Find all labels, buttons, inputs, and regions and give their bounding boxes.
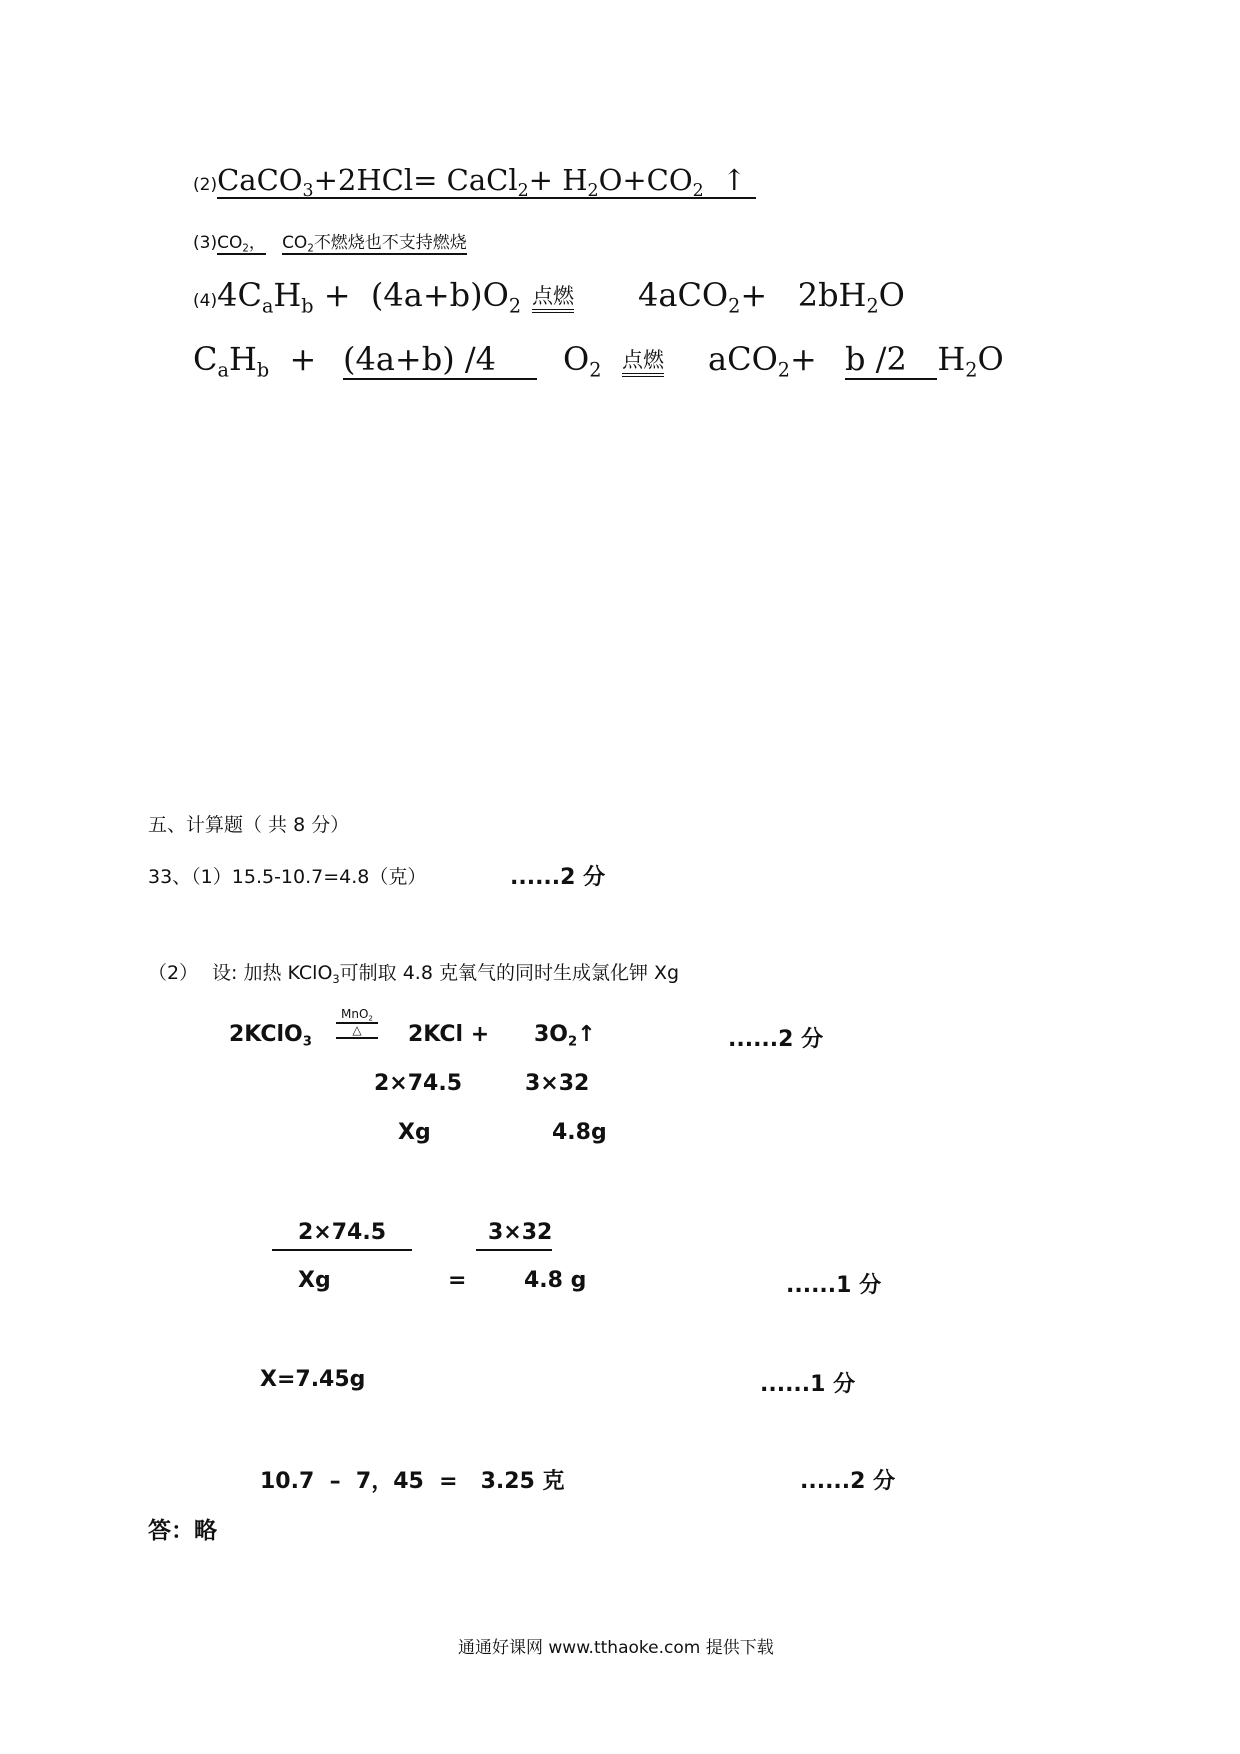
q4-line2-o2: $O_2$ <box>563 340 602 382</box>
q4-label: (4) <box>193 291 218 311</box>
q4-line1-products: 4aCO$_2$+ $2bH_2O$ <box>638 276 905 318</box>
q2-line <box>193 163 756 202</box>
footer-credit: 通通好课网 www.tthaoke.com 提供下载 <box>458 1638 774 1658</box>
ratio-o2: 3×32 <box>525 1071 590 1096</box>
q4-blank1: (4a+b) /4 <box>343 340 537 378</box>
score-final: ......2 分 <box>800 1469 896 1494</box>
mass-o2: 4.8g <box>552 1120 607 1145</box>
score-result: ......1 分 <box>760 1372 856 1397</box>
q3-reason: $CO_2$不燃烧也不支持燃烧 <box>282 233 467 255</box>
final-calculation: 10.7 – 7，45 = 3.25 克 <box>260 1469 565 1494</box>
score-equation: ......2 分 <box>728 1027 824 1052</box>
answer-line: 答：略 <box>148 1518 217 1544</box>
eq-product-o2: $3O_2↑$ <box>534 1022 596 1050</box>
proportion-num2: 3×32 <box>488 1220 553 1245</box>
q4-line1: $(4)4C_aH_b + (4a+b)O_2$ <box>193 276 522 318</box>
gas-arrow-o2: ↑ <box>577 1022 596 1047</box>
proportion-num1: 2×74.5 <box>298 1220 387 1245</box>
score-q33-1: ......2 分 <box>510 865 606 890</box>
q4-line2-lhs: $C_aH_b$ + <box>193 340 317 382</box>
q3-label: (3) <box>193 233 218 253</box>
q33-part2-setup: 设: 加热 KClO$_3$可制取 4.8 克氧气的同时生成氯化钾 Xg <box>212 962 680 986</box>
eq-reactant: 2KClO$_3$ <box>229 1022 312 1050</box>
catalyst-condition: MnO$_2$ △ <box>336 1007 378 1039</box>
condition-ignite-1: 点燃 <box>532 280 574 310</box>
gas-arrow: ↑ <box>722 163 747 197</box>
q33-part2-label: （2） <box>148 962 199 984</box>
fraction-bar-2 <box>476 1249 552 1251</box>
q2-equation: CaCO$_3$+2HCl= CaCl$_2$+ $H_2O+CO_2$ ↑ <box>217 163 756 199</box>
q3-line <box>193 228 467 253</box>
proportion-den1: Xg <box>298 1268 331 1293</box>
proportion-equals: = <box>448 1268 467 1293</box>
q2-label: (2) <box>193 175 218 195</box>
q4-line2-p1: aCO$_2$+ <box>708 340 817 382</box>
result-x: X=7.45g <box>260 1367 366 1392</box>
mass-kcl: Xg <box>398 1120 431 1145</box>
score-proportion: ......1 分 <box>786 1273 882 1298</box>
ratio-kcl: 2×74.5 <box>374 1071 463 1096</box>
fraction-bar-1 <box>272 1249 412 1251</box>
eq-product-kcl: 2KCl + <box>408 1022 490 1047</box>
q4-blank2: b /2 $H_2O$ <box>845 340 1004 382</box>
condition-ignite-2: 点燃 <box>622 344 664 374</box>
proportion-den2: 4.8 g <box>524 1268 587 1293</box>
q33-part1: 33、（1）15.5-10.7=4.8（克） <box>148 866 427 888</box>
q3-answer: $CO_2$， <box>217 233 266 255</box>
section-heading: 五、计算题（ 共 8 分） <box>148 814 350 836</box>
